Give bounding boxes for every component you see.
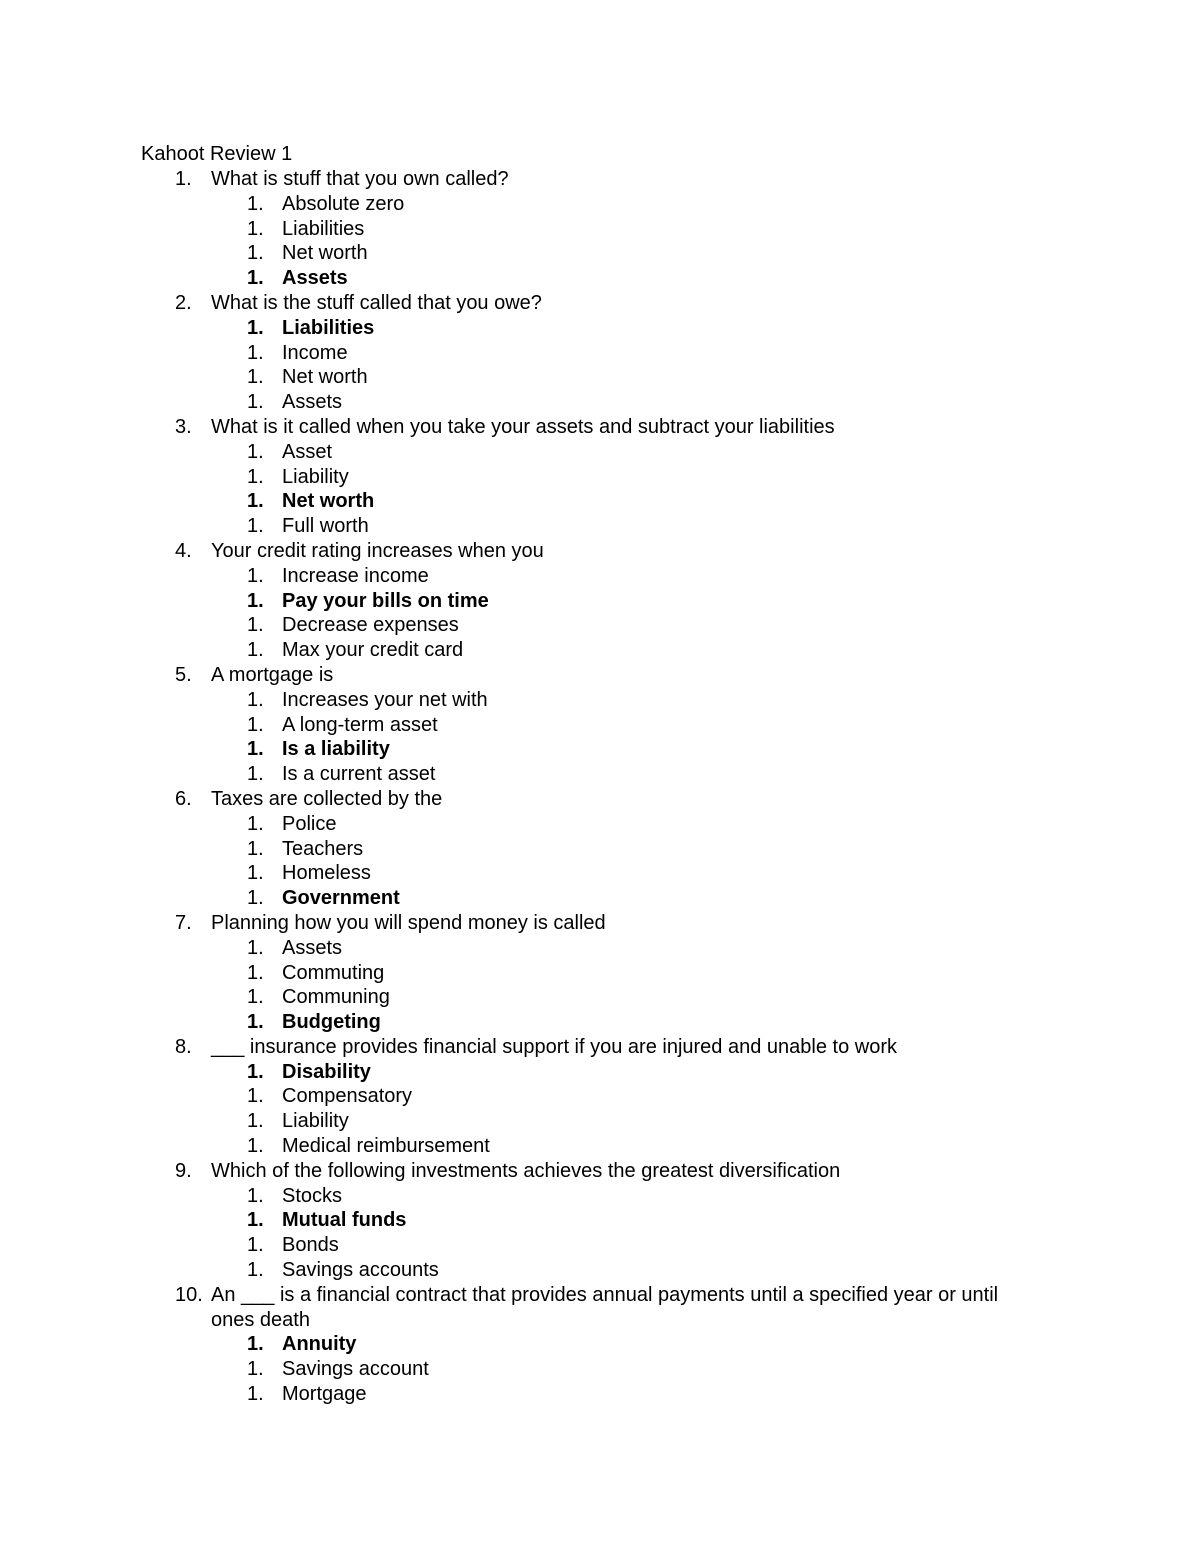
- answer-number: 1.: [247, 242, 264, 265]
- question-item: [0, 1159, 1200, 1283]
- answer-text: Pay your bills on time: [282, 589, 489, 612]
- question-row: [0, 787, 1200, 812]
- answer-number: 1.: [247, 1333, 264, 1356]
- answer-list: [0, 812, 1200, 911]
- answer-number: 1.: [247, 1209, 264, 1232]
- answer-item: [0, 688, 1200, 713]
- answer-text: Assets: [282, 936, 343, 959]
- answer-number: 1.: [247, 986, 264, 1009]
- answer-number: 1.: [247, 887, 264, 910]
- question-item: [0, 1035, 1200, 1159]
- question-list: [0, 167, 1200, 1407]
- answer-text: Liabilities: [282, 217, 365, 240]
- answer-number: 1.: [247, 1085, 264, 1108]
- answer-text: Disability: [282, 1060, 371, 1083]
- answer-number: 1.: [247, 366, 264, 389]
- answer-text: Net worth: [282, 366, 368, 389]
- question-item: [0, 539, 1200, 663]
- answer-list: [0, 936, 1200, 1035]
- answer-text: A long-term asset: [282, 713, 438, 736]
- answer-text: Mutual funds: [282, 1209, 407, 1232]
- question-number: 6.: [175, 787, 192, 810]
- correct-answer-item: [0, 1208, 1200, 1233]
- answer-text: Increases your net with: [282, 688, 488, 711]
- correct-answer-item: [0, 589, 1200, 614]
- question-text: An ___ is a financial contract that provides annual payments until a specified year or until ones death: [211, 1283, 999, 1331]
- answer-number: 1.: [247, 936, 264, 959]
- answer-list: [0, 1060, 1200, 1159]
- answer-item: [0, 241, 1200, 266]
- document-title: Kahoot Review 1: [141, 143, 293, 165]
- answer-number: 1.: [247, 1135, 264, 1158]
- answer-number: 1.: [247, 688, 264, 711]
- answer-number: 1.: [247, 440, 264, 463]
- question-row: [0, 1283, 1200, 1333]
- answer-number: 1.: [247, 341, 264, 364]
- answer-number: 1.: [247, 1011, 264, 1034]
- answer-item: [0, 192, 1200, 217]
- question-text: Which of the following investments achieves the greatest diversification: [211, 1159, 841, 1182]
- answer-text: Net worth: [282, 490, 375, 513]
- answer-item: [0, 440, 1200, 465]
- answer-item: [0, 564, 1200, 589]
- question-item: [0, 291, 1200, 415]
- answer-text: Is a liability: [282, 738, 390, 761]
- answer-item: [0, 341, 1200, 366]
- answer-text: Annuity: [282, 1333, 357, 1356]
- answer-text: Income: [282, 341, 348, 364]
- question-text: ___ insurance provides financial support if you are injured and unable to work: [211, 1035, 897, 1058]
- question-number: 3.: [175, 415, 192, 438]
- answer-text: Homeless: [282, 862, 371, 885]
- answer-number: 1.: [247, 738, 264, 761]
- answer-number: 1.: [247, 515, 264, 538]
- answer-text: Max your credit card: [282, 639, 464, 662]
- answer-list: [0, 688, 1200, 787]
- question-text: What is the stuff called that you owe?: [211, 291, 542, 314]
- answer-number: 1.: [247, 1358, 264, 1381]
- answer-text: Savings accounts: [282, 1259, 439, 1282]
- answer-text: Savings account: [282, 1358, 429, 1381]
- answer-number: 1.: [247, 1184, 264, 1207]
- correct-answer-item: [0, 886, 1200, 911]
- answer-number: 1.: [247, 267, 264, 290]
- answer-number: 1.: [247, 961, 264, 984]
- answer-item: [0, 1084, 1200, 1109]
- answer-number: 1.: [247, 391, 264, 414]
- answer-number: 1.: [247, 763, 264, 786]
- correct-answer-item: [0, 316, 1200, 341]
- answer-text: Stocks: [282, 1184, 343, 1207]
- answer-text: Teachers: [282, 837, 364, 860]
- question-item: [0, 663, 1200, 787]
- question-text: Your credit rating increases when you: [211, 539, 544, 562]
- answer-item: [0, 837, 1200, 862]
- answer-text: Liability: [282, 1110, 349, 1133]
- answer-text: Asset: [282, 440, 333, 463]
- answer-text: Police: [282, 812, 337, 835]
- question-item: [0, 415, 1200, 539]
- answer-number: 1.: [247, 1259, 264, 1282]
- question-row: [0, 291, 1200, 316]
- question-row: [0, 167, 1200, 192]
- question-number: 1.: [175, 168, 192, 190]
- answer-text: Communing: [282, 986, 390, 1009]
- answer-number: 1.: [247, 1383, 264, 1406]
- answer-item: [0, 514, 1200, 539]
- answer-number: 1.: [247, 639, 264, 662]
- question-number: 5.: [175, 663, 192, 686]
- question-item: [0, 1283, 1200, 1407]
- question-number: 10.: [175, 1283, 203, 1306]
- answer-text: Budgeting: [282, 1011, 381, 1034]
- answer-number: 1.: [247, 192, 264, 215]
- correct-answer-item: [0, 489, 1200, 514]
- answer-text: Liability: [282, 465, 349, 488]
- answer-item: [0, 638, 1200, 663]
- answer-list: [0, 564, 1200, 663]
- answer-text: Mortgage: [282, 1383, 367, 1406]
- answer-text: Government: [282, 887, 400, 910]
- answer-number: 1.: [247, 614, 264, 637]
- answer-item: [0, 217, 1200, 242]
- answer-text: Assets: [282, 391, 343, 414]
- answer-number: 1.: [247, 465, 264, 488]
- answer-item: [0, 613, 1200, 638]
- answer-number: 1.: [247, 862, 264, 885]
- answer-item: [0, 713, 1200, 738]
- answer-number: 1.: [247, 564, 264, 587]
- question-row: [0, 415, 1200, 440]
- question-item: [0, 167, 1200, 291]
- answer-text: Decrease expenses: [282, 614, 459, 637]
- question-number: 9.: [175, 1159, 192, 1182]
- question-row: [0, 663, 1200, 688]
- correct-answer-item: [0, 737, 1200, 762]
- answer-text: Commuting: [282, 961, 385, 984]
- question-number: 2.: [175, 291, 192, 314]
- answer-text: Full worth: [282, 515, 369, 538]
- answer-list: [0, 440, 1200, 539]
- answer-number: 1.: [247, 1060, 264, 1083]
- correct-answer-item: [0, 266, 1200, 291]
- answer-number: 1.: [247, 1110, 264, 1133]
- question-item: [0, 787, 1200, 911]
- answer-item: [0, 1357, 1200, 1382]
- answer-list: [0, 1184, 1200, 1283]
- question-number: 4.: [175, 539, 192, 562]
- answer-text: Absolute zero: [282, 192, 405, 215]
- answer-item: [0, 390, 1200, 415]
- answer-number: 1.: [247, 589, 264, 612]
- question-row: [0, 539, 1200, 564]
- answer-list: [0, 1332, 1200, 1406]
- correct-answer-item: [0, 1332, 1200, 1357]
- answer-text: Bonds: [282, 1234, 339, 1257]
- question-text: What is stuff that you own called?: [211, 168, 509, 190]
- question-row: [0, 1035, 1200, 1060]
- answer-number: 1.: [247, 837, 264, 860]
- answer-number: 1.: [247, 713, 264, 736]
- answer-item: [0, 961, 1200, 986]
- answer-number: 1.: [247, 316, 264, 339]
- answer-text: Medical reimbursement: [282, 1135, 490, 1158]
- question-number: 8.: [175, 1035, 192, 1058]
- question-row: [0, 911, 1200, 936]
- answer-item: [0, 1233, 1200, 1258]
- question-row: [0, 1159, 1200, 1184]
- answer-number: 1.: [247, 812, 264, 835]
- answer-list: [0, 192, 1200, 291]
- question-text: Planning how you will spend money is called: [211, 911, 606, 934]
- answer-item: [0, 936, 1200, 961]
- answer-item: [0, 1184, 1200, 1209]
- answer-number: 1.: [247, 1234, 264, 1257]
- answer-item: [0, 365, 1200, 390]
- answer-item: [0, 861, 1200, 886]
- question-text: What is it called when you take your assets and subtract your liabilities: [211, 415, 835, 438]
- question-number: 7.: [175, 911, 192, 934]
- answer-item: [0, 812, 1200, 837]
- answer-text: Increase income: [282, 564, 429, 587]
- question-text: Taxes are collected by the: [211, 787, 443, 810]
- answer-item: [0, 1258, 1200, 1283]
- answer-item: [0, 985, 1200, 1010]
- answer-item: [0, 1134, 1200, 1159]
- answer-text: Is a current asset: [282, 763, 436, 786]
- answer-text: Assets: [282, 267, 348, 290]
- answer-item: [0, 1382, 1200, 1407]
- answer-text: Liabilities: [282, 316, 375, 339]
- answer-number: 1.: [247, 490, 264, 513]
- answer-list: [0, 316, 1200, 415]
- question-item: [0, 911, 1200, 1035]
- correct-answer-item: [0, 1010, 1200, 1035]
- correct-answer-item: [0, 1060, 1200, 1085]
- answer-text: Net worth: [282, 242, 368, 265]
- answer-item: [0, 1109, 1200, 1134]
- answer-text: Compensatory: [282, 1085, 413, 1108]
- answer-item: [0, 465, 1200, 490]
- answer-number: 1.: [247, 217, 264, 240]
- answer-item: [0, 762, 1200, 787]
- question-text: A mortgage is: [211, 663, 334, 686]
